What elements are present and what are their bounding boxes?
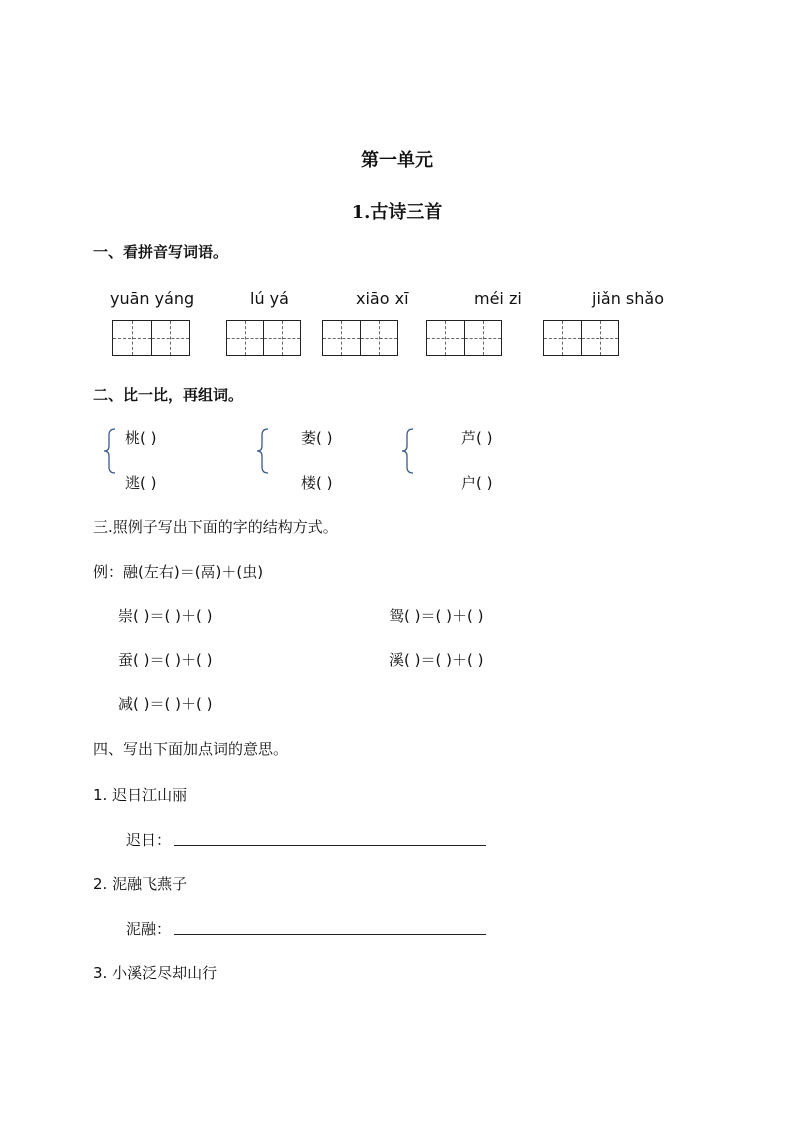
structure-item[interactable]: 减( )＝( )＋( ) <box>118 695 213 713</box>
compare-item[interactable]: 萎( ) <box>301 429 333 447</box>
word-label: 迟日： <box>126 831 172 849</box>
brace-icon <box>103 428 117 474</box>
pinyin-label: lú yá <box>250 289 289 308</box>
structure-item[interactable]: 崇( )＝( )＋( ) <box>118 607 213 625</box>
brace-icon <box>256 428 270 474</box>
writing-grid[interactable] <box>543 320 619 356</box>
answer-line[interactable] <box>174 845 486 846</box>
compare-item[interactable]: 芦( ) <box>461 429 493 447</box>
compare-item[interactable]: 逃( ) <box>125 474 157 492</box>
section2-heading: 二、比一比，再组词。 <box>93 386 244 404</box>
example-line: 例：融(左右)＝(鬲)＋(虫) <box>93 563 264 581</box>
section1-heading: 一、看拼音写词语。 <box>93 243 229 261</box>
structure-item[interactable]: 鸳( )＝( )＋( ) <box>389 607 484 625</box>
structure-item[interactable]: 蚕( )＝( )＋( ) <box>118 651 213 669</box>
section3-heading: 三.照例子写出下面的字的结构方式。 <box>93 518 338 536</box>
pinyin-label: jiǎn shǎo <box>592 289 664 308</box>
structure-item[interactable]: 溪( )＝( )＋( ) <box>389 651 484 669</box>
poem-line: 3. 小溪泛尽却山行 <box>93 964 218 982</box>
pinyin-label: méi zi <box>474 289 522 308</box>
section4-heading: 四、写出下面加点词的意思。 <box>93 740 289 758</box>
pinyin-label: xiāo xī <box>356 289 409 308</box>
word-label: 泥融： <box>126 920 172 938</box>
writing-grid[interactable] <box>322 320 398 356</box>
answer-line[interactable] <box>174 934 486 935</box>
compare-item[interactable]: 楼( ) <box>301 474 333 492</box>
writing-grid[interactable] <box>112 320 190 356</box>
writing-grid[interactable] <box>426 320 502 356</box>
unit-title: 第一单元 <box>361 150 433 171</box>
poem-line: 2. 泥融飞燕子 <box>93 875 188 893</box>
pinyin-label: yuān yáng <box>110 289 195 308</box>
writing-grid[interactable] <box>226 320 301 356</box>
lesson-title: 1.古诗三首 <box>351 202 443 223</box>
compare-item[interactable]: 桃( ) <box>125 429 157 447</box>
brace-icon <box>401 428 415 474</box>
compare-item[interactable]: 户( ) <box>461 474 493 492</box>
poem-line: 1. 迟日江山丽 <box>93 786 188 804</box>
